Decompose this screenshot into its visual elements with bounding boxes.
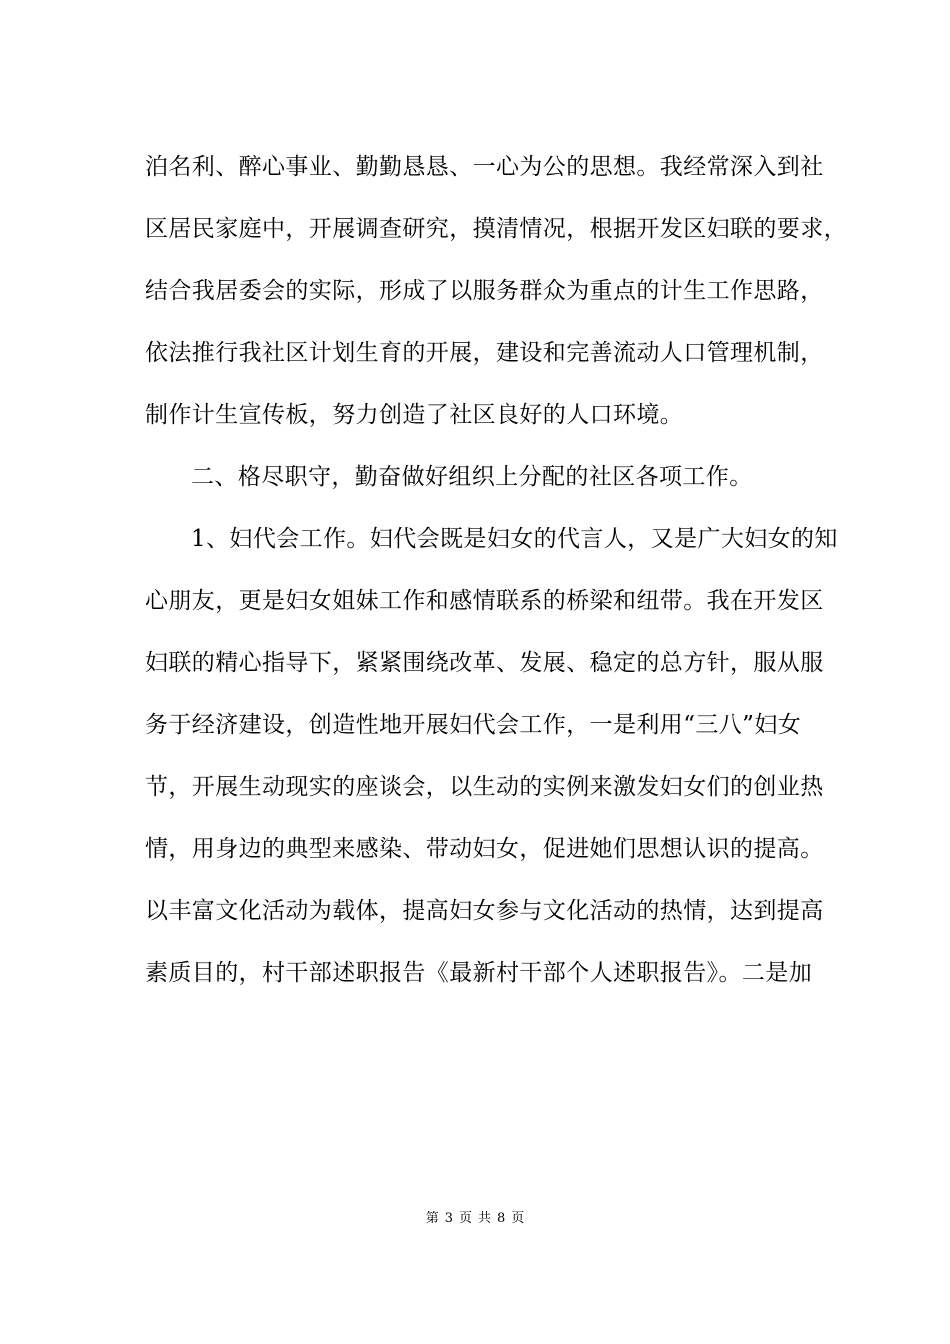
text-line: 泊名利、醉心事业、勤勤恳恳、一心为公的思想。我经常深入到社 [145,154,824,180]
text-line: 区居民家庭中，开展调查研究，摸清情况，根据开发区妇联的要求， [145,216,847,242]
text-line: 依法推行我社区计划生育的开展，建设和完善流动人口管理机制， [145,340,824,366]
text-line: 素质目的，村干部述职报告《最新村干部个人述职报告》。二是加 [145,960,813,986]
text-line: 妇联的精心指导下，紧紧围绕改革、发展、稳定的总方针，服从服 [145,650,824,676]
page-footer [0,1207,950,1226]
text-line: 务于经济建设，创造性地开展妇代会工作，一是利用“三八”妇女 [145,712,802,738]
text-line: 节，开展生动现实的座谈会，以生动的实例来激发妇女们的创业热 [145,774,824,800]
footer-total-word: 共 [478,1211,492,1226]
current-page-number: 3 [444,1211,453,1226]
text-line: 情，用身边的典型来感染、带动妇女，促进她们思想认识的提高。 [145,836,824,862]
text-line: 心朋友，更是妇女姐妹工作和感情联系的桥梁和纽带。我在开发区 [145,588,824,614]
text-line: 1、妇代会工作。妇代会既是妇女的代言人，又是广大妇女的知 [191,526,838,552]
footer-page-word: 页 [458,1211,472,1226]
text-line: 结合我居委会的实际，形成了以服务群众为重点的计生工作思路， [145,278,824,304]
section-heading: 二、格尽职守，勤奋做好组织上分配的社区各项工作。 [191,464,753,490]
document-body [145,136,847,1004]
text-line: 制作计生宣传板，努力创造了社区良好的人口环境。 [145,402,684,428]
total-page-count: 8 [497,1211,506,1226]
text-line: 以丰富文化活动为载体，提高妇女参与文化活动的热情，达到提高 [145,898,824,924]
footer-prefix: 第 [425,1211,439,1226]
footer-suffix: 页 [511,1211,525,1226]
